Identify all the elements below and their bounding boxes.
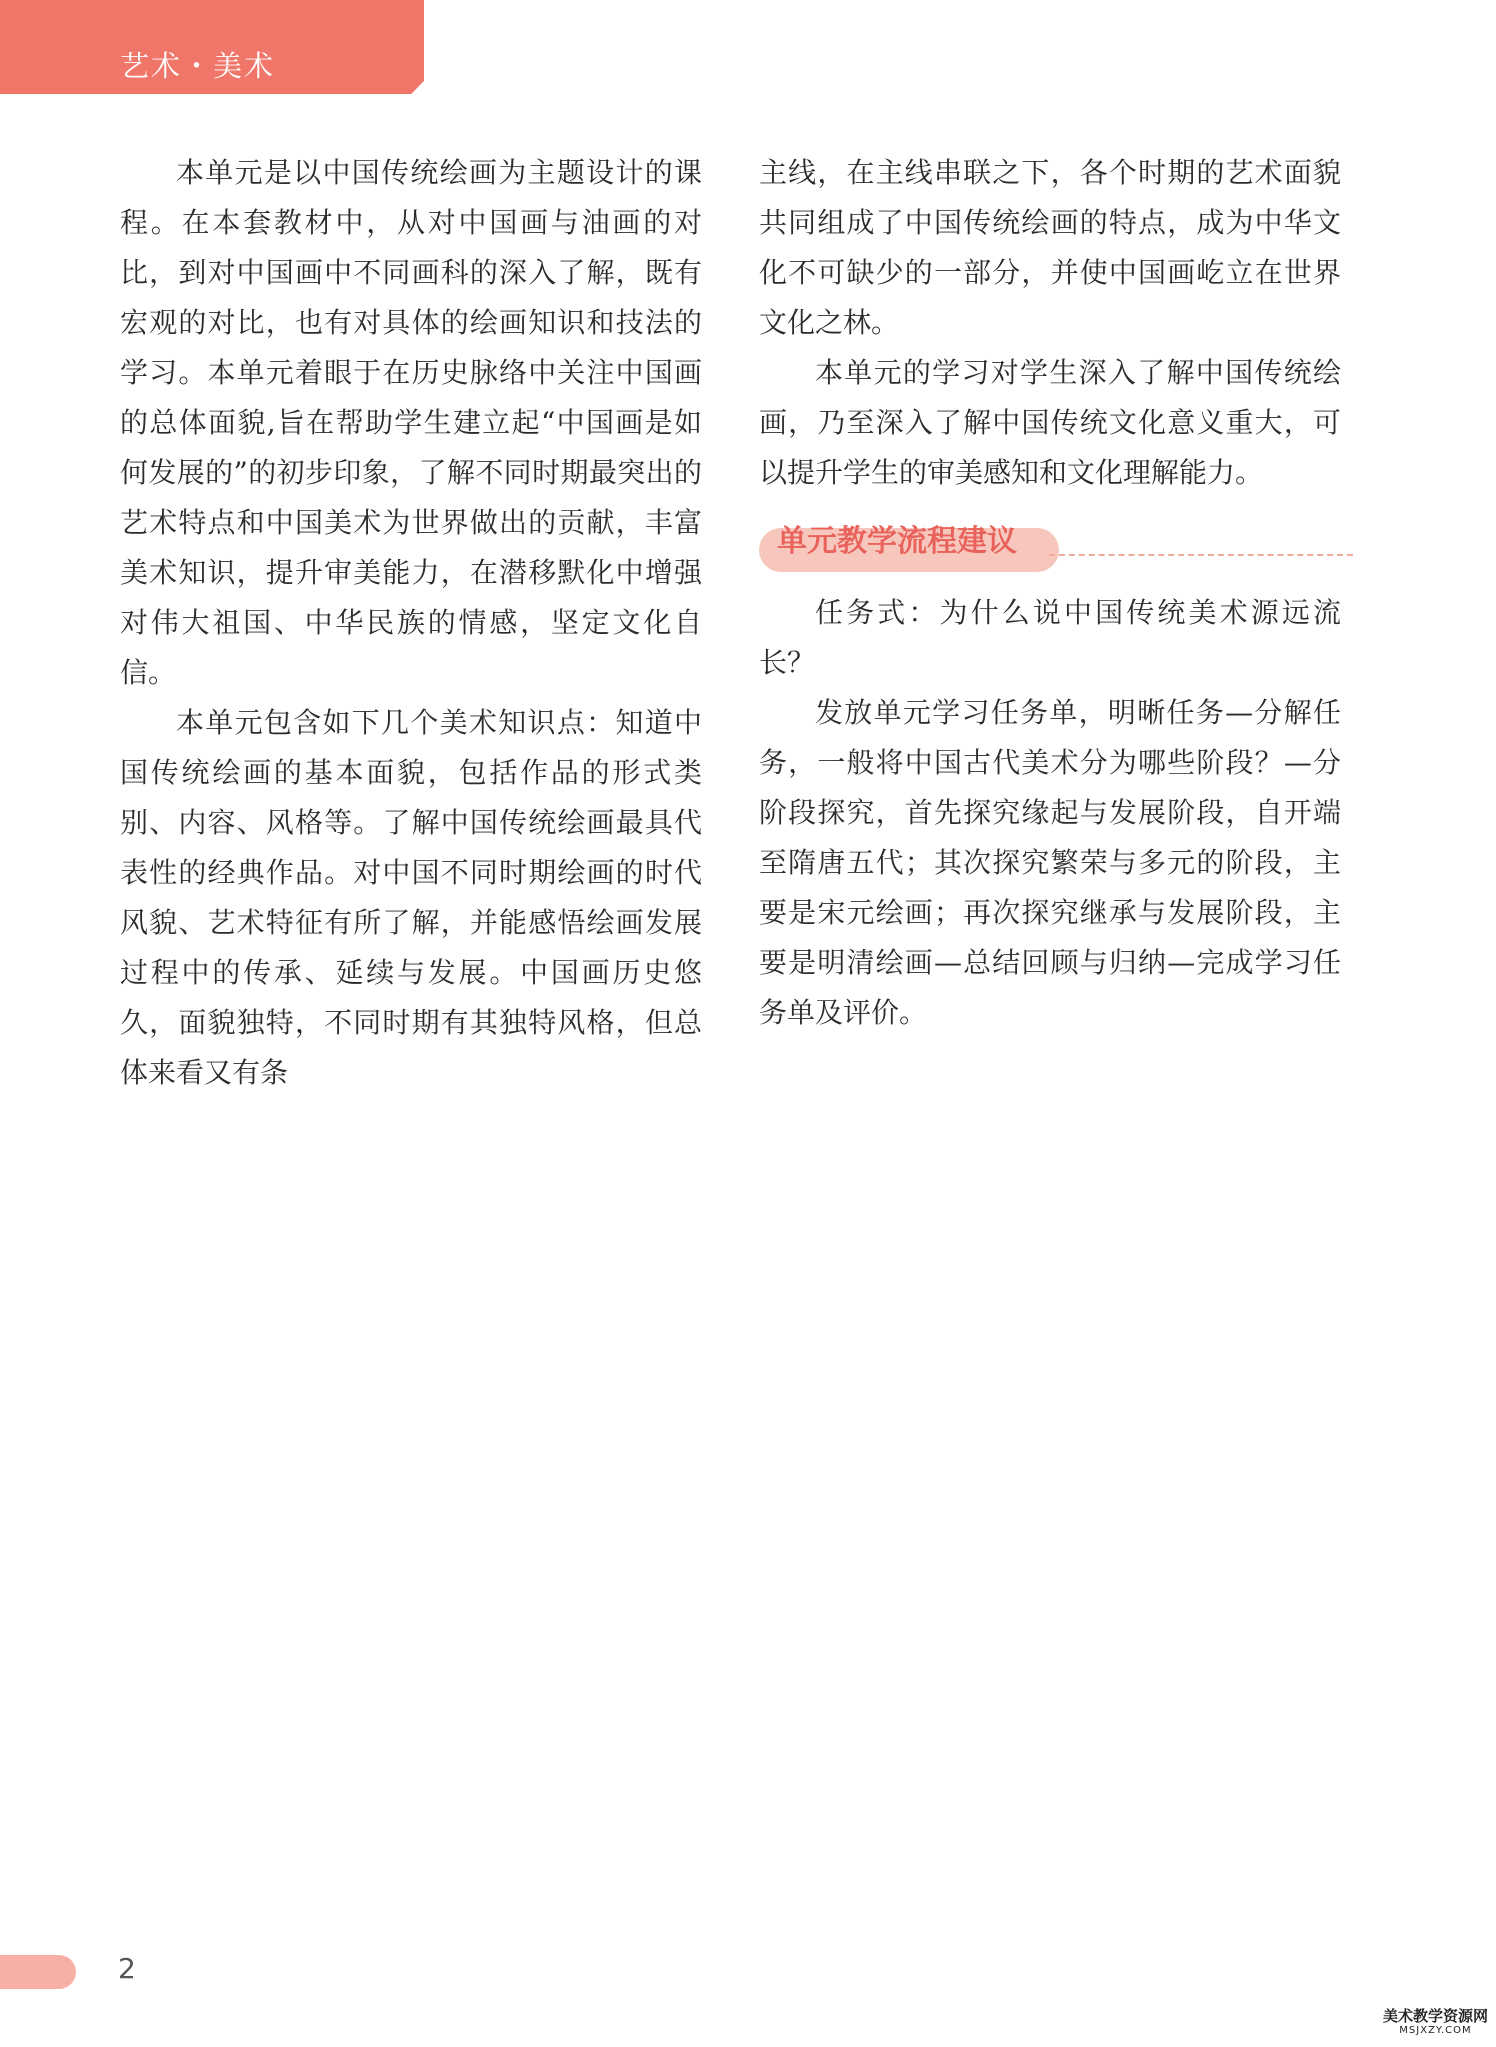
paragraph-continuation: 主线，在主线串联之下，各个时期的艺术面貌共同组成了中国传统绘画的特点，成为中华文化不可缺少的一部分，并使中国画屹立在世界文化之林。 bbox=[759, 156, 1341, 339]
task-body: 发放单元学习任务单，明晰任务—分解任务，一般将中国古代美术分为哪些阶段？—分阶段探究，首先探究缘起与发展阶段，自开端至隋唐五代；其次探究繁荣与多元的阶段，主要是宋元绘画；再次探究继承与发展阶段，主要是明清绘画—总结回顾与归纳—完成学习任务单及评价。 bbox=[759, 696, 1341, 1029]
watermark-title: 美术教学资源网 bbox=[1382, 2007, 1488, 2025]
left-column bbox=[120, 148, 702, 1098]
paragraph: 本单元是以中国传统绘画为主题设计的课程。在本套教材中，从对中国画与油画的对比，到对中国画中不同画科的深入了解，既有宏观的对比，也有对具体的绘画知识和技法的学习。本单元着眼于在历史脉络中关注中国画的总体面貌,旨在帮助学生建立起“中国画是如何发展的”的初步印象，了解不同时期最突出的艺术特点和中国美术为世界做出的贡献，丰富美术知识，提升审美能力，在潜移默化中增强对伟大祖国、中华民族的情感，坚定文化自信。 bbox=[120, 156, 702, 689]
watermark-url: MSJXZY.COM bbox=[1399, 2024, 1472, 2036]
section-heading: 单元教学流程建议 bbox=[777, 524, 1017, 559]
paragraph: 本单元的学习对学生深入了解中国传统绘画，乃至深入了解中国传统文化意义重大，可以提升学生的审美感知和文化理解能力。 bbox=[759, 356, 1341, 489]
paragraph: 本单元包含如下几个美术知识点：知道中国传统绘画的基本面貌，包括作品的形式类别、内容、风格等。了解中国传统绘画最具代表性的经典作品。对中国不同时期绘画的时代风貌、艺术特征有所了解，并能感悟绘画发展过程中的传承、延续与发展。中国画历史悠久，面貌独特，不同时期有其独特风格，但总体来看又有条 bbox=[120, 706, 702, 1089]
header-label: 艺术・美术 bbox=[120, 49, 276, 83]
right-column bbox=[759, 148, 1341, 1038]
watermark bbox=[1383, 2008, 1488, 2036]
task-title: 任务式：为什么说中国传统美术源远流长？ bbox=[759, 596, 1341, 679]
section-heading-block bbox=[759, 512, 1341, 588]
page-number: 2 bbox=[118, 1952, 136, 1985]
heading-dashed-line bbox=[1049, 554, 1353, 556]
footer-tab bbox=[0, 1955, 76, 1989]
